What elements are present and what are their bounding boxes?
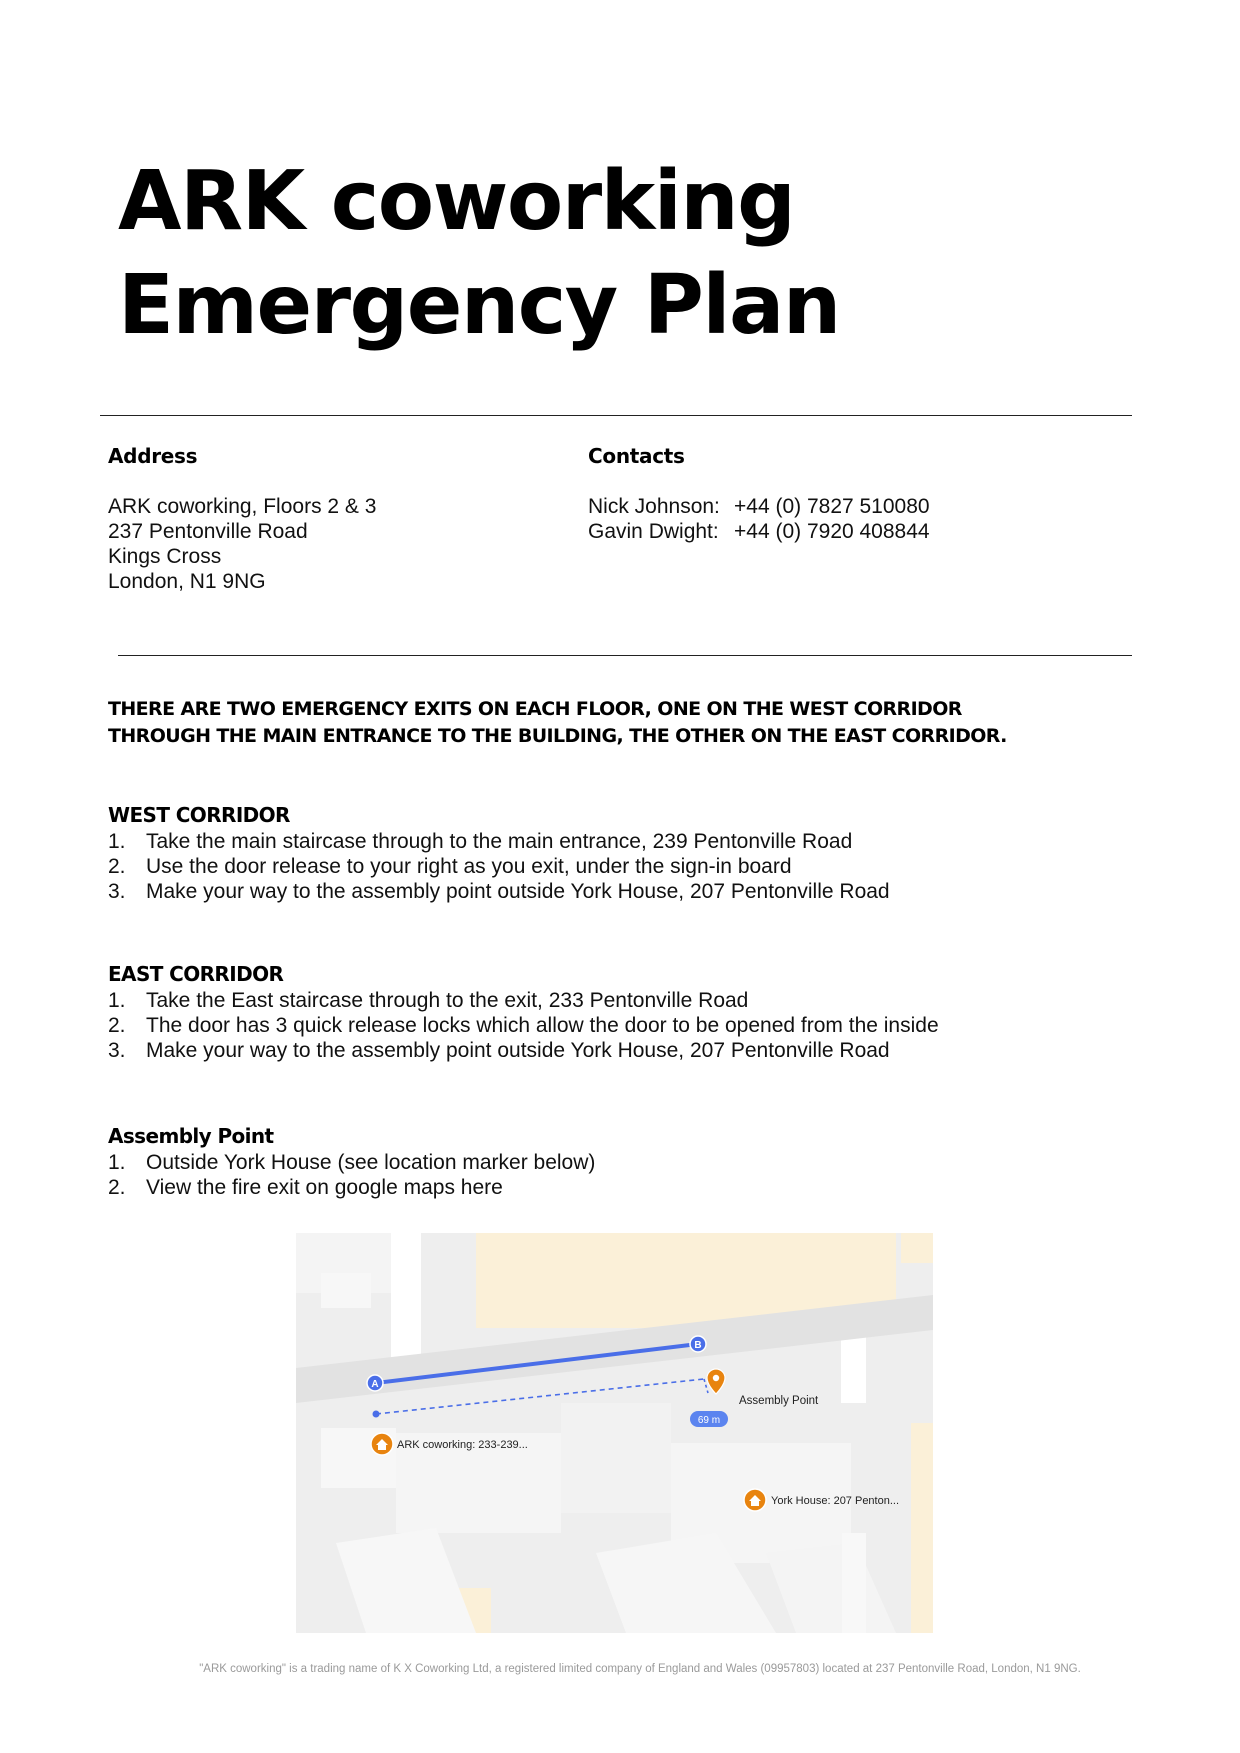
step-text: Take the East staircase through to the exit, 233 Pentonville Road	[146, 989, 749, 1012]
step-number: 3.	[108, 1039, 126, 1062]
distance-badge	[690, 1411, 728, 1427]
step-number: 2.	[108, 1014, 126, 1037]
list-item	[108, 1038, 939, 1063]
contact-phone: +44 (0) 7920 408844	[734, 520, 930, 543]
map-street	[391, 1233, 421, 1358]
marker-a[interactable]	[367, 1375, 383, 1391]
notice-line: THROUGH THE MAIN ENTRANCE TO THE BUILDING, THE OTHER ON THE EAST CORRIDOR.	[108, 725, 1007, 747]
list-item	[108, 829, 890, 854]
list-item	[108, 854, 890, 879]
step-text: The door has 3 quick release locks which allow the door to be opened from the inside	[146, 1014, 939, 1037]
map-building-area	[901, 1233, 933, 1263]
east-corridor-heading: EAST CORRIDOR	[108, 962, 284, 986]
footer-text: "ARK coworking" is a trading name of K X Coworking Ltd, a registered limited company of England and Wales (09957803) located at 237 Pentonville Road, London, N1 9NG.	[199, 1663, 1081, 1675]
fire-exit-map[interactable]	[296, 1233, 933, 1633]
title-line-1: ARK coworking	[118, 154, 795, 249]
assembly-point-heading: Assembly Point	[108, 1124, 274, 1148]
address-line: 237 Pentonville Road	[108, 520, 308, 543]
title-line-2: Emergency Plan	[118, 258, 840, 353]
step-text: Use the door release to your right as you exit, under the sign-in board	[146, 855, 792, 878]
marker-b-label: B	[694, 1340, 702, 1351]
step-text: Take the main staircase through to the main entrance, 239 Pentonville Road	[146, 830, 853, 853]
list-item	[108, 1013, 939, 1038]
marker-b[interactable]	[690, 1336, 706, 1352]
step-text: Make your way to the assembly point outside York House, 207 Pentonville Road	[146, 880, 890, 903]
divider-top	[100, 415, 1132, 416]
address-line: ARK coworking, Floors 2 & 3	[108, 495, 377, 518]
map-street	[842, 1533, 866, 1633]
step-number: 1.	[108, 989, 126, 1012]
google-maps-link[interactable]: View the fire exit on google maps here	[146, 1176, 503, 1199]
assembly-point-steps	[108, 1150, 595, 1200]
divider-middle	[118, 655, 1132, 656]
assembly-point-map-label: Assembly Point	[739, 1395, 819, 1407]
contacts-label: Contacts	[588, 444, 685, 468]
contact-row	[588, 494, 930, 519]
address-line: London, N1 9NG	[108, 570, 266, 593]
emergency-notice	[108, 696, 1108, 750]
contacts-block	[588, 494, 930, 544]
west-corridor-steps	[108, 829, 890, 904]
step-number: 1.	[108, 1151, 126, 1174]
page-title	[118, 150, 840, 358]
contact-phone: +44 (0) 7827 510080	[734, 495, 930, 518]
list-item	[108, 988, 939, 1013]
list-item	[108, 1150, 595, 1175]
distance-label: 69 m	[697, 1415, 721, 1426]
york-house-map-label: York House: 207 Penton...	[771, 1495, 900, 1507]
step-number: 1.	[108, 830, 126, 853]
map-building-area	[911, 1423, 933, 1633]
address-label: Address	[108, 444, 198, 468]
map-building	[321, 1273, 371, 1308]
address-line: Kings Cross	[108, 545, 222, 568]
map-building	[561, 1403, 671, 1513]
step-text: Make your way to the assembly point outside York House, 207 Pentonville Road	[146, 1039, 890, 1062]
east-corridor-steps	[108, 988, 939, 1063]
marker-a-label: A	[371, 1379, 379, 1390]
step-number: 3.	[108, 880, 126, 903]
contact-row	[588, 519, 930, 544]
location-pin-dot	[713, 1375, 719, 1381]
map-canvas	[296, 1233, 933, 1633]
notice-line: THERE ARE TWO EMERGENCY EXITS ON EACH FLOOR, ONE ON THE WEST CORRIDOR	[108, 698, 962, 720]
contact-name: Gavin Dwight:	[588, 520, 719, 543]
step-text: Outside York House (see location marker below)	[146, 1151, 596, 1174]
step-number: 2.	[108, 1176, 126, 1199]
step-number: 2.	[108, 855, 126, 878]
address-block	[108, 494, 376, 594]
west-corridor-heading: WEST CORRIDOR	[108, 803, 290, 827]
contact-name: Nick Johnson:	[588, 495, 720, 518]
route-start-dot	[373, 1411, 380, 1418]
list-item	[108, 879, 890, 904]
list-item[interactable]	[108, 1175, 595, 1200]
ark-coworking-map-label: ARK coworking: 233-239...	[397, 1439, 528, 1451]
footer-legal-text	[0, 1663, 1240, 1675]
